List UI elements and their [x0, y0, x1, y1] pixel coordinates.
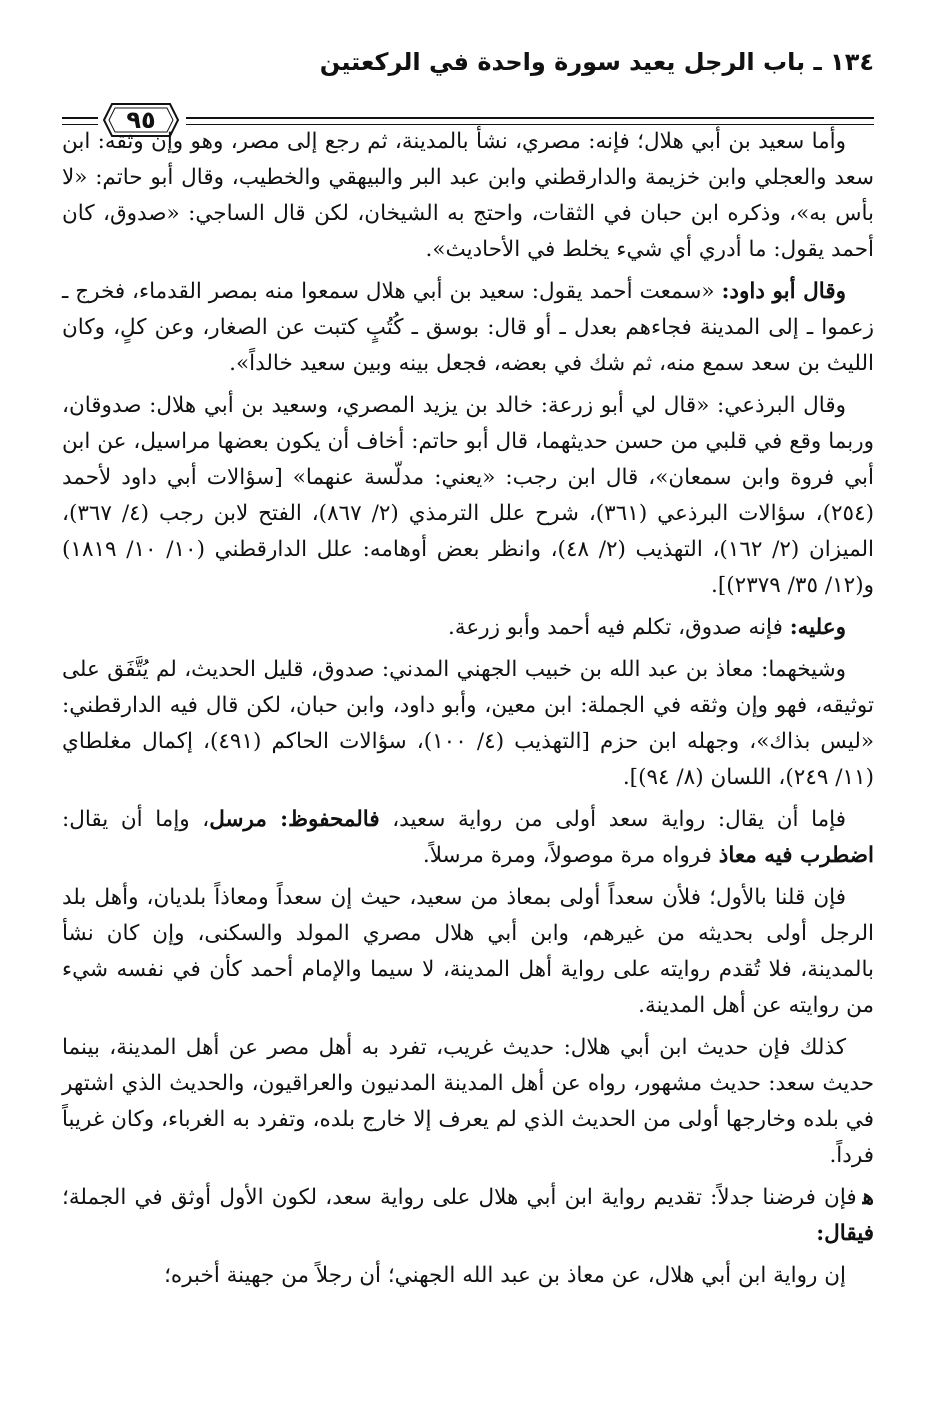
header-rule	[186, 117, 874, 119]
bold-phrase: فالمحفوظ: مرسل	[209, 807, 380, 832]
paragraph: كذلك فإن حديث ابن أبي هلال: حديث غريب، تفرد به أهل مصر عن أهل المدينة، بينما حديث سعد: حديث مشهور، رواه عن أهل المدينة المدنيون والعراقيون، والحديث الذي اشتهر في بلده وخارجها أولى من الحديث الذي لم يعرف إلا خارج بلده، وتفرد به الغرباء، وكان غريباً فرداً.	[62, 1035, 874, 1168]
paragraph: فإن قلنا بالأول؛ فلأن سعداً أولى بمعاذ من سعيد، حيث إن سعداً ومعاذاً بلديان، وأهل بلد الرجل أولى بحديثه من غيرهم، وابن أبي هلال مصري المولد والسكنى، وإن كان نشأ بالمدينة، فلا تُقدم روايته على رواية أهل المدينة، لا سيما والإمام أحمد كأن في نفسه شيء من روايته عن أهل المدينة.	[62, 885, 874, 1018]
bullet-icon: ﻫ	[862, 1185, 874, 1210]
page-header	[62, 44, 874, 134]
bold-phrase: اضطرب فيه معاذ	[718, 843, 874, 868]
paragraph: فإما أن يقال: رواية سعد أولى من رواية سعيد، فالمحفوظ: مرسل، وإما أن يقال: اضطرب فيه معاذ فرواه مرة موصولاً، ومرة مرسلاً.	[62, 807, 874, 868]
bold-lead: وعليه:	[789, 615, 846, 640]
running-title: ١٣٤ ـ باب الرجل يعيد سورة واحدة في الركعتين	[319, 48, 874, 76]
header-rule	[62, 117, 98, 119]
paragraph: وقال البرذعي: «قال لي أبو زرعة: خالد بن يزيد المصري، وسعيد بن أبي هلال: صدوقان، وربما وقع في قلبي من حسن حديثهما، قال أبو حاتم: أخاف أن يكون بعضها مراسيل، عن ابن أبي فروة وابن سمعان»، قال ابن رجب: «يعني: مدلّسة عنهما» [سؤالات أبي داود لأحمد (٢٥٤)، سؤالات البرذعي (٣٦١)، شرح علل الترمذي (٢/ ٨٦٧)، الفتح لابن رجب (٤/ ٣٦٧)، الميزان (٢/ ١٦٢)، التهذيب (٢/ ٤٨)، وانظر بعض أوهامه: علل الدارقطني (١٠/ ١٠/ ١٨١٩) و(١٢/ ٣٥/ ٢٣٧٩)].	[62, 393, 875, 598]
body-text	[62, 124, 874, 1300]
bold-phrase: فيقال:	[816, 1221, 874, 1246]
page-number: ٩٥	[126, 106, 156, 134]
paragraph: وقال أبو داود: «سمعت أحمد يقول: سعيد بن أبي هلال سمعوا منه بمصر القدماء، فخرج ـ زعموا ـ إلى المدينة فجاءهم بعدل ـ أو قال: بوسق ـ كُتُبٍ كتبت عن الصغار، وعن كلٍ، وكان الليث بن سعد سمع منه، ثم شك في بعضه، فجعل بينه وبين سعيد خالداً».	[62, 279, 874, 376]
paragraph: وشيخهما: معاذ بن عبد الله بن خبيب الجهني المدني: صدوق، قليل الحديث، لم يُتَّفَق على توثيقه، فهو وإن وثقه في الجملة: ابن معين، وأبو داود، وابن حبان، لكن قال فيه الدارقطني: «ليس بذاك»، وجهله ابن حزم [التهذيب (٤/ ١٠٠)، سؤالات الحاكم (٤٩١)، إكمال مغلطاي (١١/ ٢٤٩)، اللسان (٨/ ٩٤)].	[62, 657, 875, 790]
paragraph: إن رواية ابن أبي هلال، عن معاذ بن عبد الله الجهني؛ أن رجلاً من جهينة أخبره؛	[164, 1263, 846, 1288]
paragraph: ﻫفإن فرضنا جدلاً: تقديم رواية ابن أبي هلال على رواية سعد، لكون الأول أوثق في الجملة؛ فيقال:	[62, 1185, 874, 1246]
bold-lead: وقال أبو داود:	[721, 279, 846, 304]
paragraph: وعليه: فإنه صدوق، تكلم فيه أحمد وأبو زرعة.	[448, 615, 846, 640]
paragraph: وأما سعيد بن أبي هلال؛ فإنه: مصري، نشأ بالمدينة، ثم رجع إلى مصر، وهو وإن وثقه: ابن سعد والعجلي وابن خزيمة والدارقطني وابن عبد البر والبيهقي والخطيب، وقال أبو حاتم: «لا بأس به»، وذكره ابن حبان في الثقات، واحتج به الشيخان، لكن قال الساجي: «صدوق، كان أحمد يقول: ما أدري أي شيء يخلط في الأحاديث».	[62, 129, 874, 262]
